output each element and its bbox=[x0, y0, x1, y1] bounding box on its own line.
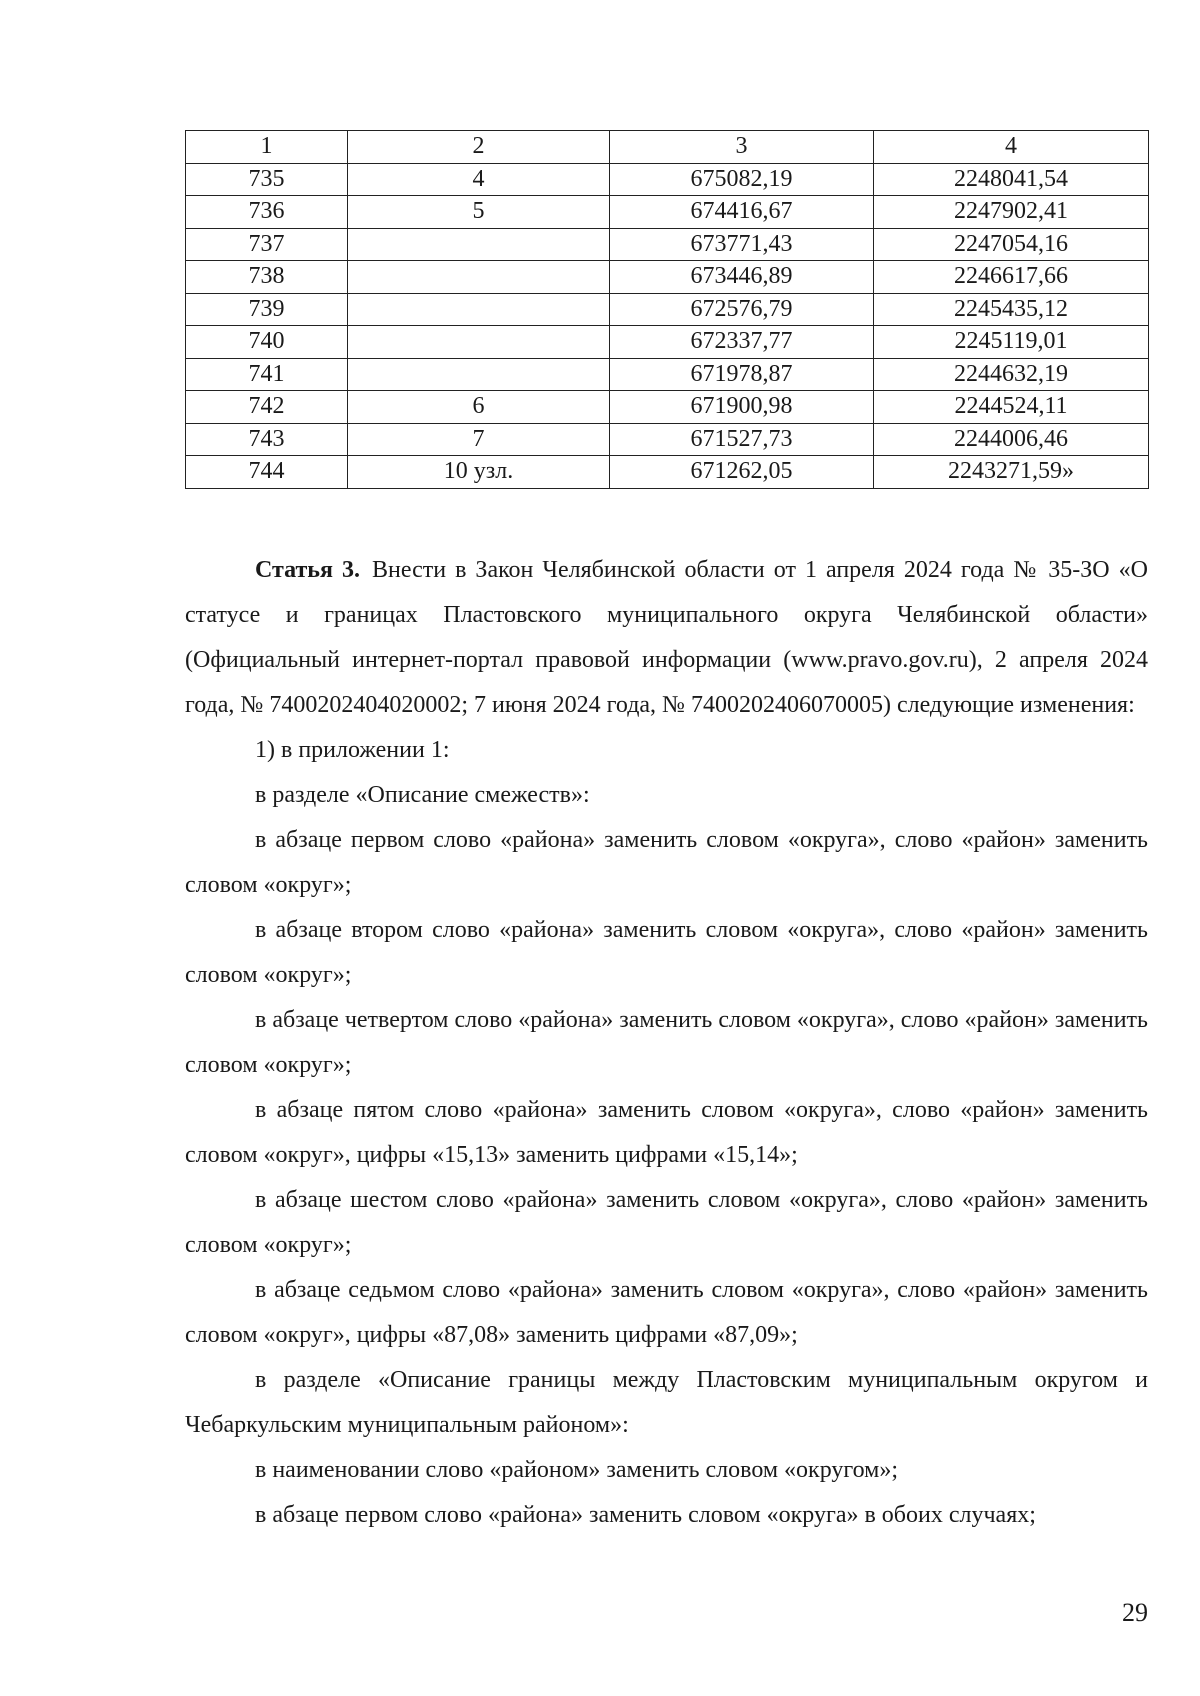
y-coordinate-cell: 2245119,01 bbox=[874, 326, 1149, 359]
y-coordinate-cell: 2246617,66 bbox=[874, 261, 1149, 294]
point-number-cell: 735 bbox=[186, 163, 348, 196]
node-cell bbox=[348, 228, 610, 261]
node-cell bbox=[348, 261, 610, 294]
table-row bbox=[186, 261, 1149, 294]
node-cell: 7 bbox=[348, 423, 610, 456]
x-coordinate-cell: 672576,79 bbox=[610, 293, 874, 326]
point-number-cell: 737 bbox=[186, 228, 348, 261]
y-coordinate-cell: 2244524,11 bbox=[874, 391, 1149, 424]
header-cell: 3 bbox=[610, 131, 874, 164]
point-number-cell: 736 bbox=[186, 196, 348, 229]
coordinates-table bbox=[185, 130, 1149, 489]
x-coordinate-cell: 675082,19 bbox=[610, 163, 874, 196]
amendment-paragraph: в наименовании слово «районом» заменить словом «округом»; bbox=[255, 1457, 899, 1483]
table-row bbox=[186, 196, 1149, 229]
point-number-cell: 742 bbox=[186, 391, 348, 424]
amendment-paragraph: в абзаце седьмом слово «района» заменить словом «округа», слово «район» заменить словом «округ», цифры «87,08» заменить цифрами «87,09»; bbox=[185, 1277, 1148, 1348]
node-cell bbox=[348, 358, 610, 391]
x-coordinate-cell: 671978,87 bbox=[610, 358, 874, 391]
y-coordinate-cell: 2247902,41 bbox=[874, 196, 1149, 229]
article-heading: Статья 3. bbox=[255, 557, 360, 583]
y-coordinate-cell: 2245435,12 bbox=[874, 293, 1149, 326]
table-row bbox=[186, 456, 1149, 489]
x-coordinate-cell: 674416,67 bbox=[610, 196, 874, 229]
node-cell bbox=[348, 293, 610, 326]
y-coordinate-cell: 2244632,19 bbox=[874, 358, 1149, 391]
amendment-paragraph: в абзаце первом слово «района» заменить словом «округа», слово «район» заменить словом «округ»; bbox=[185, 827, 1148, 898]
table-row bbox=[186, 228, 1149, 261]
page-number: 29 bbox=[1122, 1598, 1148, 1627]
node-cell: 10 узл. bbox=[348, 456, 610, 489]
x-coordinate-cell: 673771,43 bbox=[610, 228, 874, 261]
y-coordinate-cell: 2247054,16 bbox=[874, 228, 1149, 261]
amendment-paragraph: в абзаце шестом слово «района» заменить словом «округа», слово «район» заменить словом «округ»; bbox=[185, 1187, 1148, 1258]
y-coordinate-cell: 2243271,59» bbox=[874, 456, 1149, 489]
x-coordinate-cell: 671527,73 bbox=[610, 423, 874, 456]
header-cell: 4 bbox=[874, 131, 1149, 164]
header-cell: 2 bbox=[348, 131, 610, 164]
y-coordinate-cell: 2248041,54 bbox=[874, 163, 1149, 196]
article-intro-text: Внести в Закон Челябинской области от 1 апреля 2024 года № 35-ЗО «О статусе и границах Пластовского муниципального округа Челябинской области» (Официальный интернет-портал правовой информации (www.pravo.gov.ru), 2 апреля 2024 года, № 7400202404020002; 7 июня 2024 года, № 7400202406070005) следующие изменения: bbox=[185, 557, 1148, 718]
amendment-paragraph: в абзаце пятом слово «района» заменить словом «округа», слово «район» заменить словом «округ», цифры «15,13» заменить цифрами «15,14»; bbox=[185, 1097, 1148, 1168]
point-number-cell: 741 bbox=[186, 358, 348, 391]
header-cell: 1 bbox=[186, 131, 348, 164]
amendment-paragraph: в абзаце первом слово «района» заменить словом «округа» в обоих случаях; bbox=[255, 1502, 1036, 1528]
x-coordinate-cell: 671900,98 bbox=[610, 391, 874, 424]
y-coordinate-cell: 2244006,46 bbox=[874, 423, 1149, 456]
table-header-row bbox=[186, 131, 1149, 164]
table-row bbox=[186, 163, 1149, 196]
article-intro-paragraph bbox=[185, 548, 1148, 728]
point-number-cell: 740 bbox=[186, 326, 348, 359]
table-row bbox=[186, 326, 1149, 359]
coordinates-table-body bbox=[186, 131, 1149, 489]
x-coordinate-cell: 672337,77 bbox=[610, 326, 874, 359]
x-coordinate-cell: 671262,05 bbox=[610, 456, 874, 489]
amendment-paragraph: в абзаце втором слово «района» заменить словом «округа», слово «район» заменить словом «округ»; bbox=[185, 917, 1148, 988]
point-number-cell: 744 bbox=[186, 456, 348, 489]
amendment-paragraph: в абзаце четвертом слово «района» заменить словом «округа», слово «район» заменить словом «округ»; bbox=[185, 1007, 1148, 1078]
table-row bbox=[186, 391, 1149, 424]
point-number-cell: 743 bbox=[186, 423, 348, 456]
table-row bbox=[186, 423, 1149, 456]
x-coordinate-cell: 673446,89 bbox=[610, 261, 874, 294]
article-body bbox=[185, 548, 1148, 1538]
table-row bbox=[186, 358, 1149, 391]
node-cell: 6 bbox=[348, 391, 610, 424]
amendment-paragraph: в разделе «Описание границы между Пластовским муниципальным округом и Чебаркульским муниципальным районом»: bbox=[185, 1367, 1148, 1438]
node-cell bbox=[348, 326, 610, 359]
point-number-cell: 739 bbox=[186, 293, 348, 326]
point-number-cell: 738 bbox=[186, 261, 348, 294]
amendment-paragraph: в разделе «Описание смежеств»: bbox=[255, 782, 590, 808]
amendment-paragraph: 1) в приложении 1: bbox=[255, 737, 450, 763]
node-cell: 4 bbox=[348, 163, 610, 196]
node-cell: 5 bbox=[348, 196, 610, 229]
table-row bbox=[186, 293, 1149, 326]
